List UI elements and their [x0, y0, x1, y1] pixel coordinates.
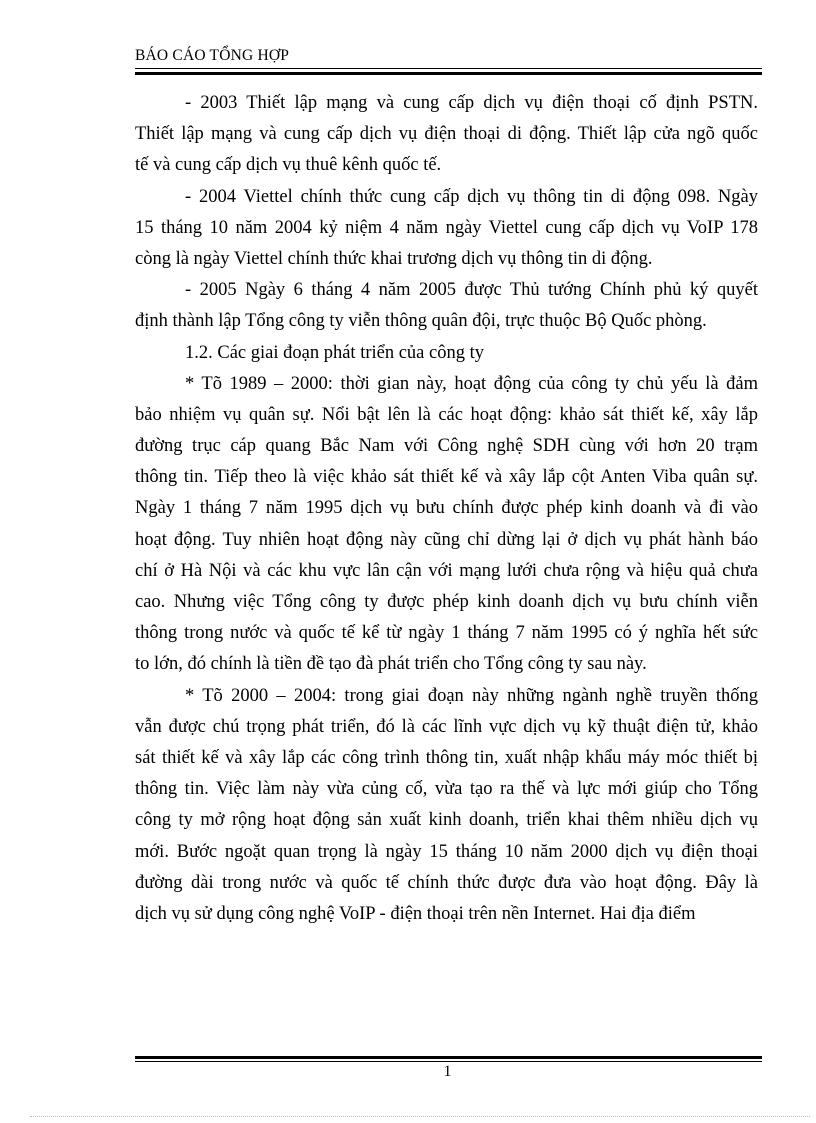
paragraph — [135, 88, 758, 182]
paragraph-line: Ngày 1 tháng 7 năm 1995 dịch vụ bưu chính được phép kinh doanh và đi vào — [135, 498, 758, 519]
paragraph-line: - 2003 Thiết lập mạng và cung cấp dịch vụ điện thoại cố định PSTN. — [185, 93, 758, 113]
paragraph-line: 1.2. Các giai đoạn phát triển của công ty — [185, 342, 484, 363]
paragraph-line: còng là ngày Viettel chính thức khai trương dịch vụ thông tin di động. — [135, 248, 653, 269]
paragraph-line: dịch vụ sử dụng công nghệ VoIP - điện thoại trên nền Internet. Hai địa điểm — [135, 903, 696, 924]
paragraph — [135, 338, 758, 369]
paragraph-line: đường trục cáp quang Bắc Nam với Công nghệ SDH cùng với hơn 20 trạm — [135, 436, 758, 457]
paragraph-line: tế và cung cấp dịch vụ thuê kênh quốc tế. — [135, 155, 442, 176]
document-body — [135, 88, 758, 930]
paragraph — [135, 182, 758, 276]
paragraph-line: Thiết lập mạng và cung cấp dịch vụ điện thoại di động. Thiết lập cửa ngõ quốc — [135, 124, 758, 145]
footer-rule-thin — [135, 1061, 762, 1062]
paragraph — [135, 275, 758, 337]
paragraph-line: vẫn được chú trọng phát triển, đó là các lĩnh vực dịch vụ kỹ thuật điện tử, khảo — [135, 716, 758, 737]
page-bottom-dotted-edge — [30, 1116, 810, 1117]
paragraph-line: to lớn, đó chính là tiền đề tạo đà phát triển cho Tổng công ty sau này. — [135, 654, 647, 675]
paragraph-line: chí ở Hà Nội và các khu vực lân cận với mạng lưới chưa rộng và hiệu quả chưa — [135, 560, 758, 581]
paragraph-line: đường dài trong nước và quốc tế chính thức được đưa vào hoạt động. Đây là — [135, 872, 758, 893]
paragraph-line: hoạt động. Tuy nhiên hoạt động này cũng chỉ dừng lại ở dịch vụ phát hành báo — [135, 529, 758, 550]
report-header-title: BÁO CÁO TỔNG HỢP — [135, 47, 290, 64]
paragraph-line: bảo nhiệm vụ quân sự. Nổi bật lên là các hoạt động: khảo sát thiết kế, xây lắp — [135, 404, 758, 425]
paragraph-line: cao. Nhưng việc Tổng công ty được phép kinh doanh dịch vụ bưu chính viễn — [135, 592, 758, 612]
paragraph-line: thông tin. Tiếp theo là việc khảo sát thiết kế và xây lắp cột Anten Viba quân sự. — [135, 467, 758, 488]
paragraph-line: 15 tháng 10 năm 2004 kỷ niệm 4 năm ngày Viettel cung cấp dịch vụ VoIP 178 — [135, 217, 758, 238]
page-number: 1 — [443, 1063, 452, 1080]
paragraph — [135, 369, 758, 681]
paragraph-line: * Tõ 1989 – 2000: thời gian này, hoạt động của công ty chủ yếu là đảm — [185, 373, 758, 394]
paragraph-line: mới. Bước ngoặt quan trọng là ngày 15 tháng 10 năm 2000 dịch vụ điện thoại — [135, 841, 758, 862]
paragraph-line: - 2004 Viettel chính thức cung cấp dịch vụ thông tin di động 098. Ngày — [185, 186, 758, 207]
header-rule-thick — [135, 72, 762, 75]
paragraph-line: định thành lập Tổng công ty viễn thông quân đội, trực thuộc Bộ Quốc phòng. — [135, 311, 707, 332]
paragraph-line: * Tõ 2000 – 2004: trong giai đoạn này những ngành nghề truyền thống — [185, 685, 758, 706]
paragraph-line: thông trong nước và quốc tế kể từ ngày 1 tháng 7 năm 1995 có ý nghĩa hết sức — [135, 623, 758, 644]
footer-rule-thick — [135, 1056, 762, 1059]
paragraph-line: sát thiết kế và xây lắp các công trình thông tin, xuất nhập khẩu máy móc thiết bị — [135, 747, 758, 768]
paragraph-line: công ty mở rộng hoạt động sản xuất kinh doanh, triển khai thêm nhiều dịch vụ — [135, 810, 758, 831]
header-rule-thin — [135, 68, 762, 69]
paragraph-line: thông tin. Việc làm này vừa củng cố, vừa tạo ra thế và lực mới giúp cho Tổng — [135, 779, 758, 800]
paragraph-line: - 2005 Ngày 6 tháng 4 năm 2005 được Thủ tướng Chính phủ ký quyết — [185, 280, 758, 301]
paragraph — [135, 681, 758, 931]
